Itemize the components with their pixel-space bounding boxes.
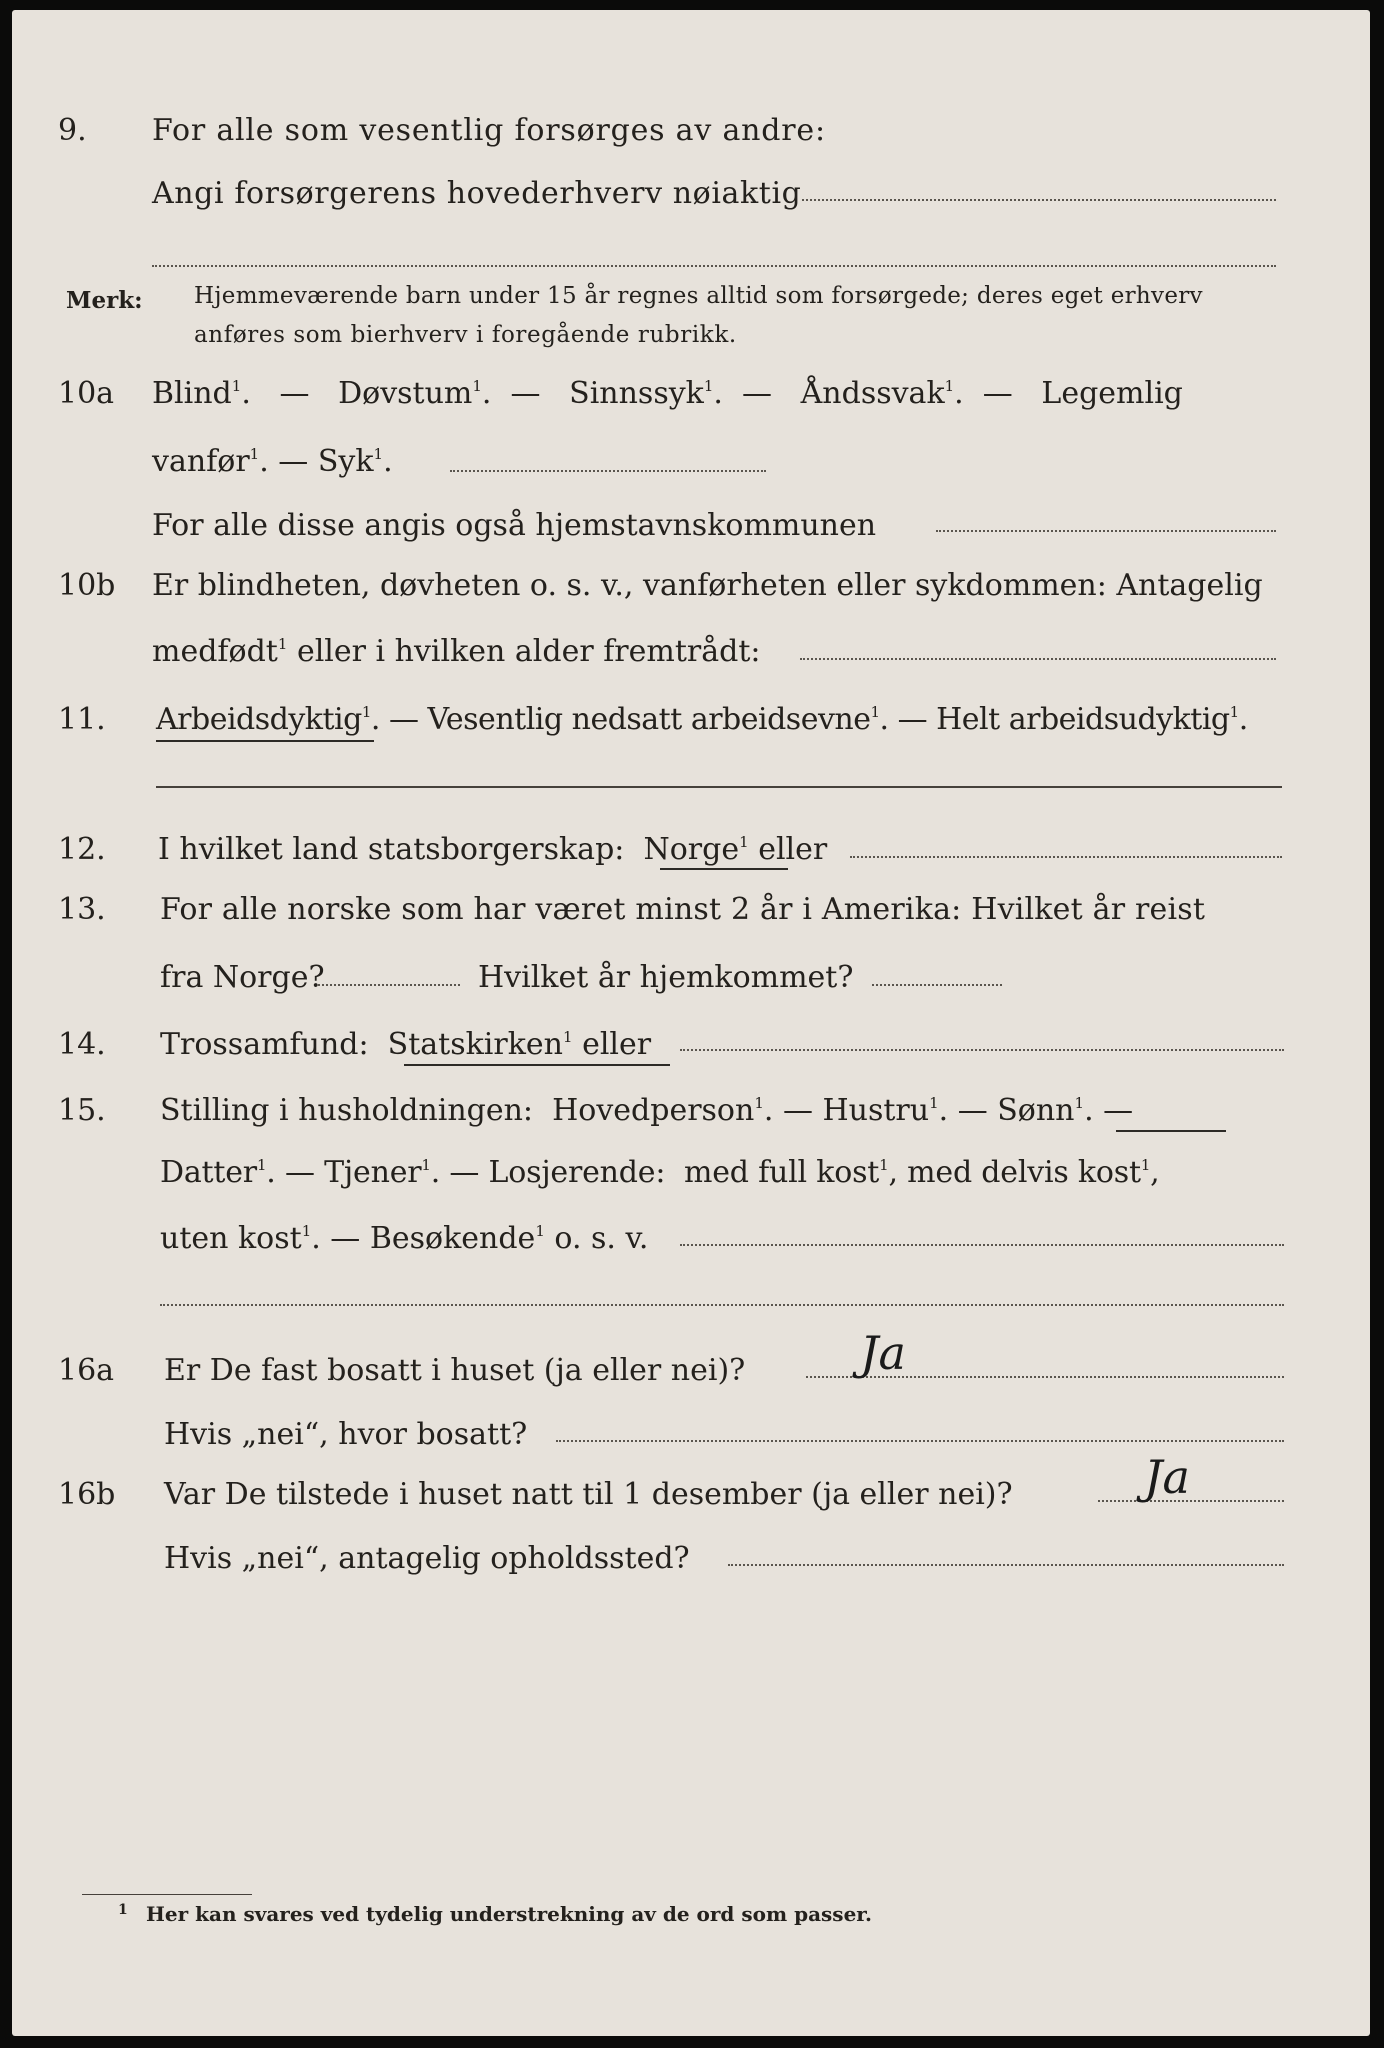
question-15-number: 15. [58, 1093, 106, 1128]
answer-line[interactable] [450, 470, 766, 472]
question-15-line3: uten kost$^1$. — Besøkende$^1$ o. s. v. [160, 1221, 649, 1256]
question-14-line: Trossamfund: Statskirken$^1$ eller [160, 1027, 652, 1062]
footnote-text: Her kan svares ved tydelig understrekning av de ord som passer. [146, 1902, 872, 1926]
answer-line[interactable] [1098, 1500, 1284, 1502]
answer-line[interactable] [160, 1304, 1284, 1306]
note-line2: anføres som bierhverv i foregående rubrikk. [194, 322, 737, 348]
underline-sonn [1116, 1130, 1226, 1132]
answer-line[interactable] [318, 984, 460, 986]
answer-line[interactable] [872, 984, 1002, 986]
note-line1: Hjemmeværende barn under 15 år regnes alltid som forsørgede; deres eget erhverv [194, 283, 1203, 309]
answer-line[interactable] [152, 265, 1276, 267]
question-11-options: Arbeidsdyktig$^1$. — Vesentlig nedsatt arbeidsevne$^1$. — Helt arbeidsudyktig$^1$. [156, 702, 1248, 737]
question-13-line2b: Hvilket år hjemkommet? [478, 960, 854, 995]
answer-line[interactable] [556, 1440, 1284, 1442]
question-15-line2: Datter$^1$. — Tjener$^1$. — Losjerende: med full kost$^1$, med delvis kost$^1$, [160, 1155, 1160, 1190]
question-12-number: 12. [58, 832, 106, 867]
question-10b-number: 10b [58, 568, 116, 603]
question-10a-line1: Blind$^1$. — Døvstum$^1$. — Sinnssyk$^1$. — Åndssvak$^1$. — Legemlig [152, 376, 1183, 411]
question-10a-line2: vanfør$^1$. — Syk$^1$. [152, 444, 393, 479]
question-16b-number: 16b [58, 1477, 116, 1512]
question-16a-number: 16a [58, 1353, 115, 1388]
handwritten-answer: Ja [860, 1326, 906, 1380]
option-statskirken[interactable]: Statskirken [387, 1027, 563, 1062]
answer-line[interactable] [936, 530, 1276, 532]
question-10a-number: 10a [58, 376, 115, 411]
question-14-number: 14. [58, 1027, 106, 1062]
footnote-rule [82, 1894, 252, 1895]
question-9-number: 9. [58, 113, 87, 148]
answer-line[interactable] [680, 1049, 1284, 1051]
option-arbeidsdyktig[interactable]: Arbeidsdyktig [156, 702, 362, 737]
question-16a-line2: Hvis „nei“, hvor bosatt? [164, 1417, 528, 1452]
note-label: Merk: [66, 287, 143, 314]
answer-line[interactable] [728, 1564, 1284, 1566]
census-form-page [12, 10, 1370, 2036]
separator-line [156, 786, 1282, 788]
question-13-number: 13. [58, 892, 106, 927]
answer-line[interactable] [850, 856, 1282, 858]
answer-line[interactable] [680, 1244, 1284, 1246]
question-16b-line2: Hvis „nei“, antagelig opholdssted? [164, 1541, 690, 1576]
question-11-number: 11. [58, 702, 106, 737]
answer-line[interactable] [800, 658, 1276, 660]
answer-line[interactable] [802, 199, 1276, 201]
underline-statskirken [404, 1064, 670, 1066]
question-16a-line1: Er De fast bosatt i huset (ja eller nei)? [164, 1353, 746, 1388]
question-10b-line1: Er blindheten, døvheten o. s. v., vanførheten eller sykdommen: Antagelig [152, 568, 1263, 603]
question-13-line1: For alle norske som har været minst 2 år i Amerika: Hvilket år reist [160, 892, 1206, 927]
question-16b-line1: Var De tilstede i huset natt til 1 desember (ja eller nei)? [164, 1477, 1013, 1512]
underline-arbeidsdyktig [156, 740, 374, 742]
handwritten-answer: Ja [1144, 1450, 1190, 1504]
question-15-line1: Stilling i husholdningen: Hovedperson$^1$. — Hustru$^1$. — Sønn$^1$. — [160, 1093, 1134, 1128]
option-norge[interactable]: Norge [643, 832, 740, 867]
question-9-line1: For alle som vesentlig forsørges av andre: [152, 113, 826, 148]
question-13-line2a: fra Norge? [160, 960, 325, 995]
question-10a-line3: For alle disse angis også hjemstavnskommunen [152, 508, 877, 543]
underline-norge [660, 868, 788, 870]
footnote-mark: 1 [118, 1902, 128, 1918]
question-10b-line2: medfødt$^1$ eller i hvilken alder fremtrådt: [152, 634, 761, 669]
question-12-line: I hvilket land statsborgerskap: Norge$^1$ eller [158, 832, 828, 867]
question-9-line2: Angi forsørgerens hovederhverv nøiaktig [152, 176, 802, 211]
